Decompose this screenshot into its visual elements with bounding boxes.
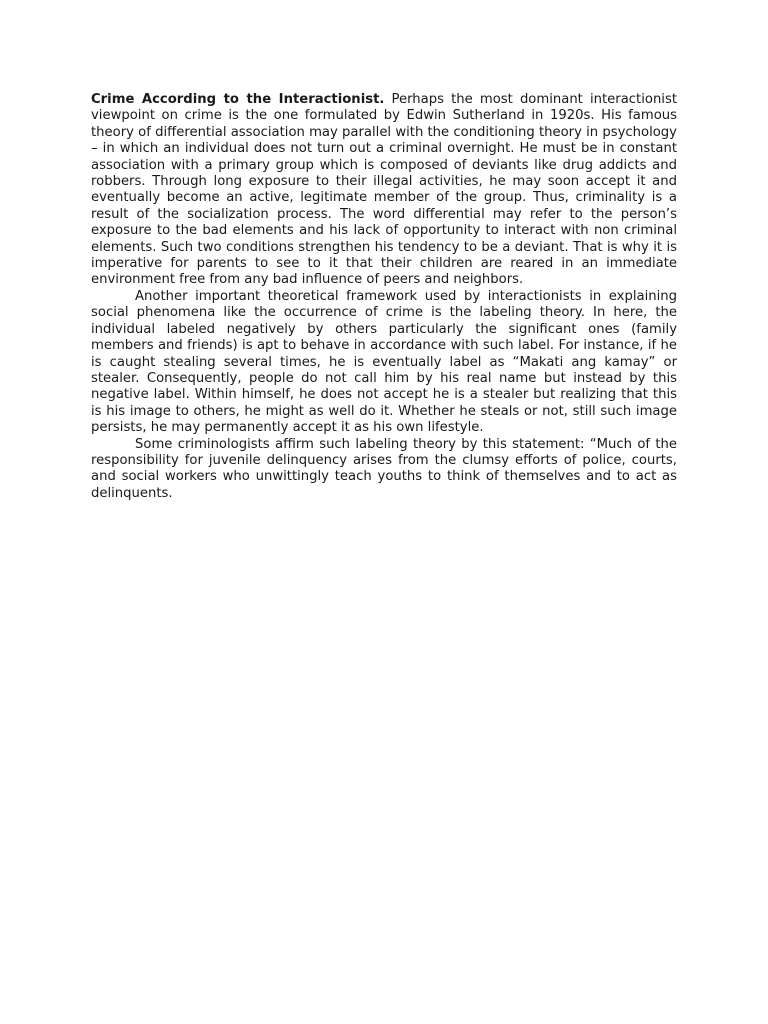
paragraph-labeling-theory: Another important theoretical framework used by interactionists in explaining social phenomena like the occurrence of crime is the labeling theory. In here, the individual labeled negatively by others particularly the significant ones (family members and friends) is apt to behave in accordance with such label. For instance, if he is caught stealing several times, he is eventually label as “Makati ang kamay” or stealer. Consequently, people do not call him by his real name but instead by this negative label. Within himself, he does not accept he is a stealer but realizing that this is his image to others, he might as well do it. Whether he steals or not, still such image persists, he may permanently accept it as his own lifestyle.	[91, 288, 677, 436]
section-heading: Crime According to the Interactionist.	[91, 92, 385, 107]
document-body	[91, 92, 677, 502]
paragraph-criminologists-statement: Some criminologists affirm such labeling theory by this statement: “Much of the responsibility for juvenile delinquency arises from the clumsy efforts of police, courts, and social workers who unwittingly teach youths to think of themselves and to act as delinquents.	[91, 436, 677, 501]
paragraph-differential-association	[91, 92, 677, 289]
paragraph-text: Perhaps the most dominant interactionist viewpoint on crime is the one formulated by Edwin Sutherland in 1920s. His famous theory of differential association may parallel with the conditioning theory in psychology – in which an individual does not turn out a criminal overnight. He must be in constant association with a primary group which is composed of deviants like drug addicts and robbers. Through long exposure to their illegal activities, he may soon accept it and eventually become an active, legitimate member of the group. Thus, criminality is a result of the socialization process. The word differential may refer to the person’s exposure to the bad elements and his lack of opportunity to interact with non criminal elements. Such two conditions strengthen his tendency to be a deviant. That is why it is imperative for parents to see to it that their children are reared in an immediate environment free from any bad influence of peers and neighbors.	[91, 92, 678, 288]
